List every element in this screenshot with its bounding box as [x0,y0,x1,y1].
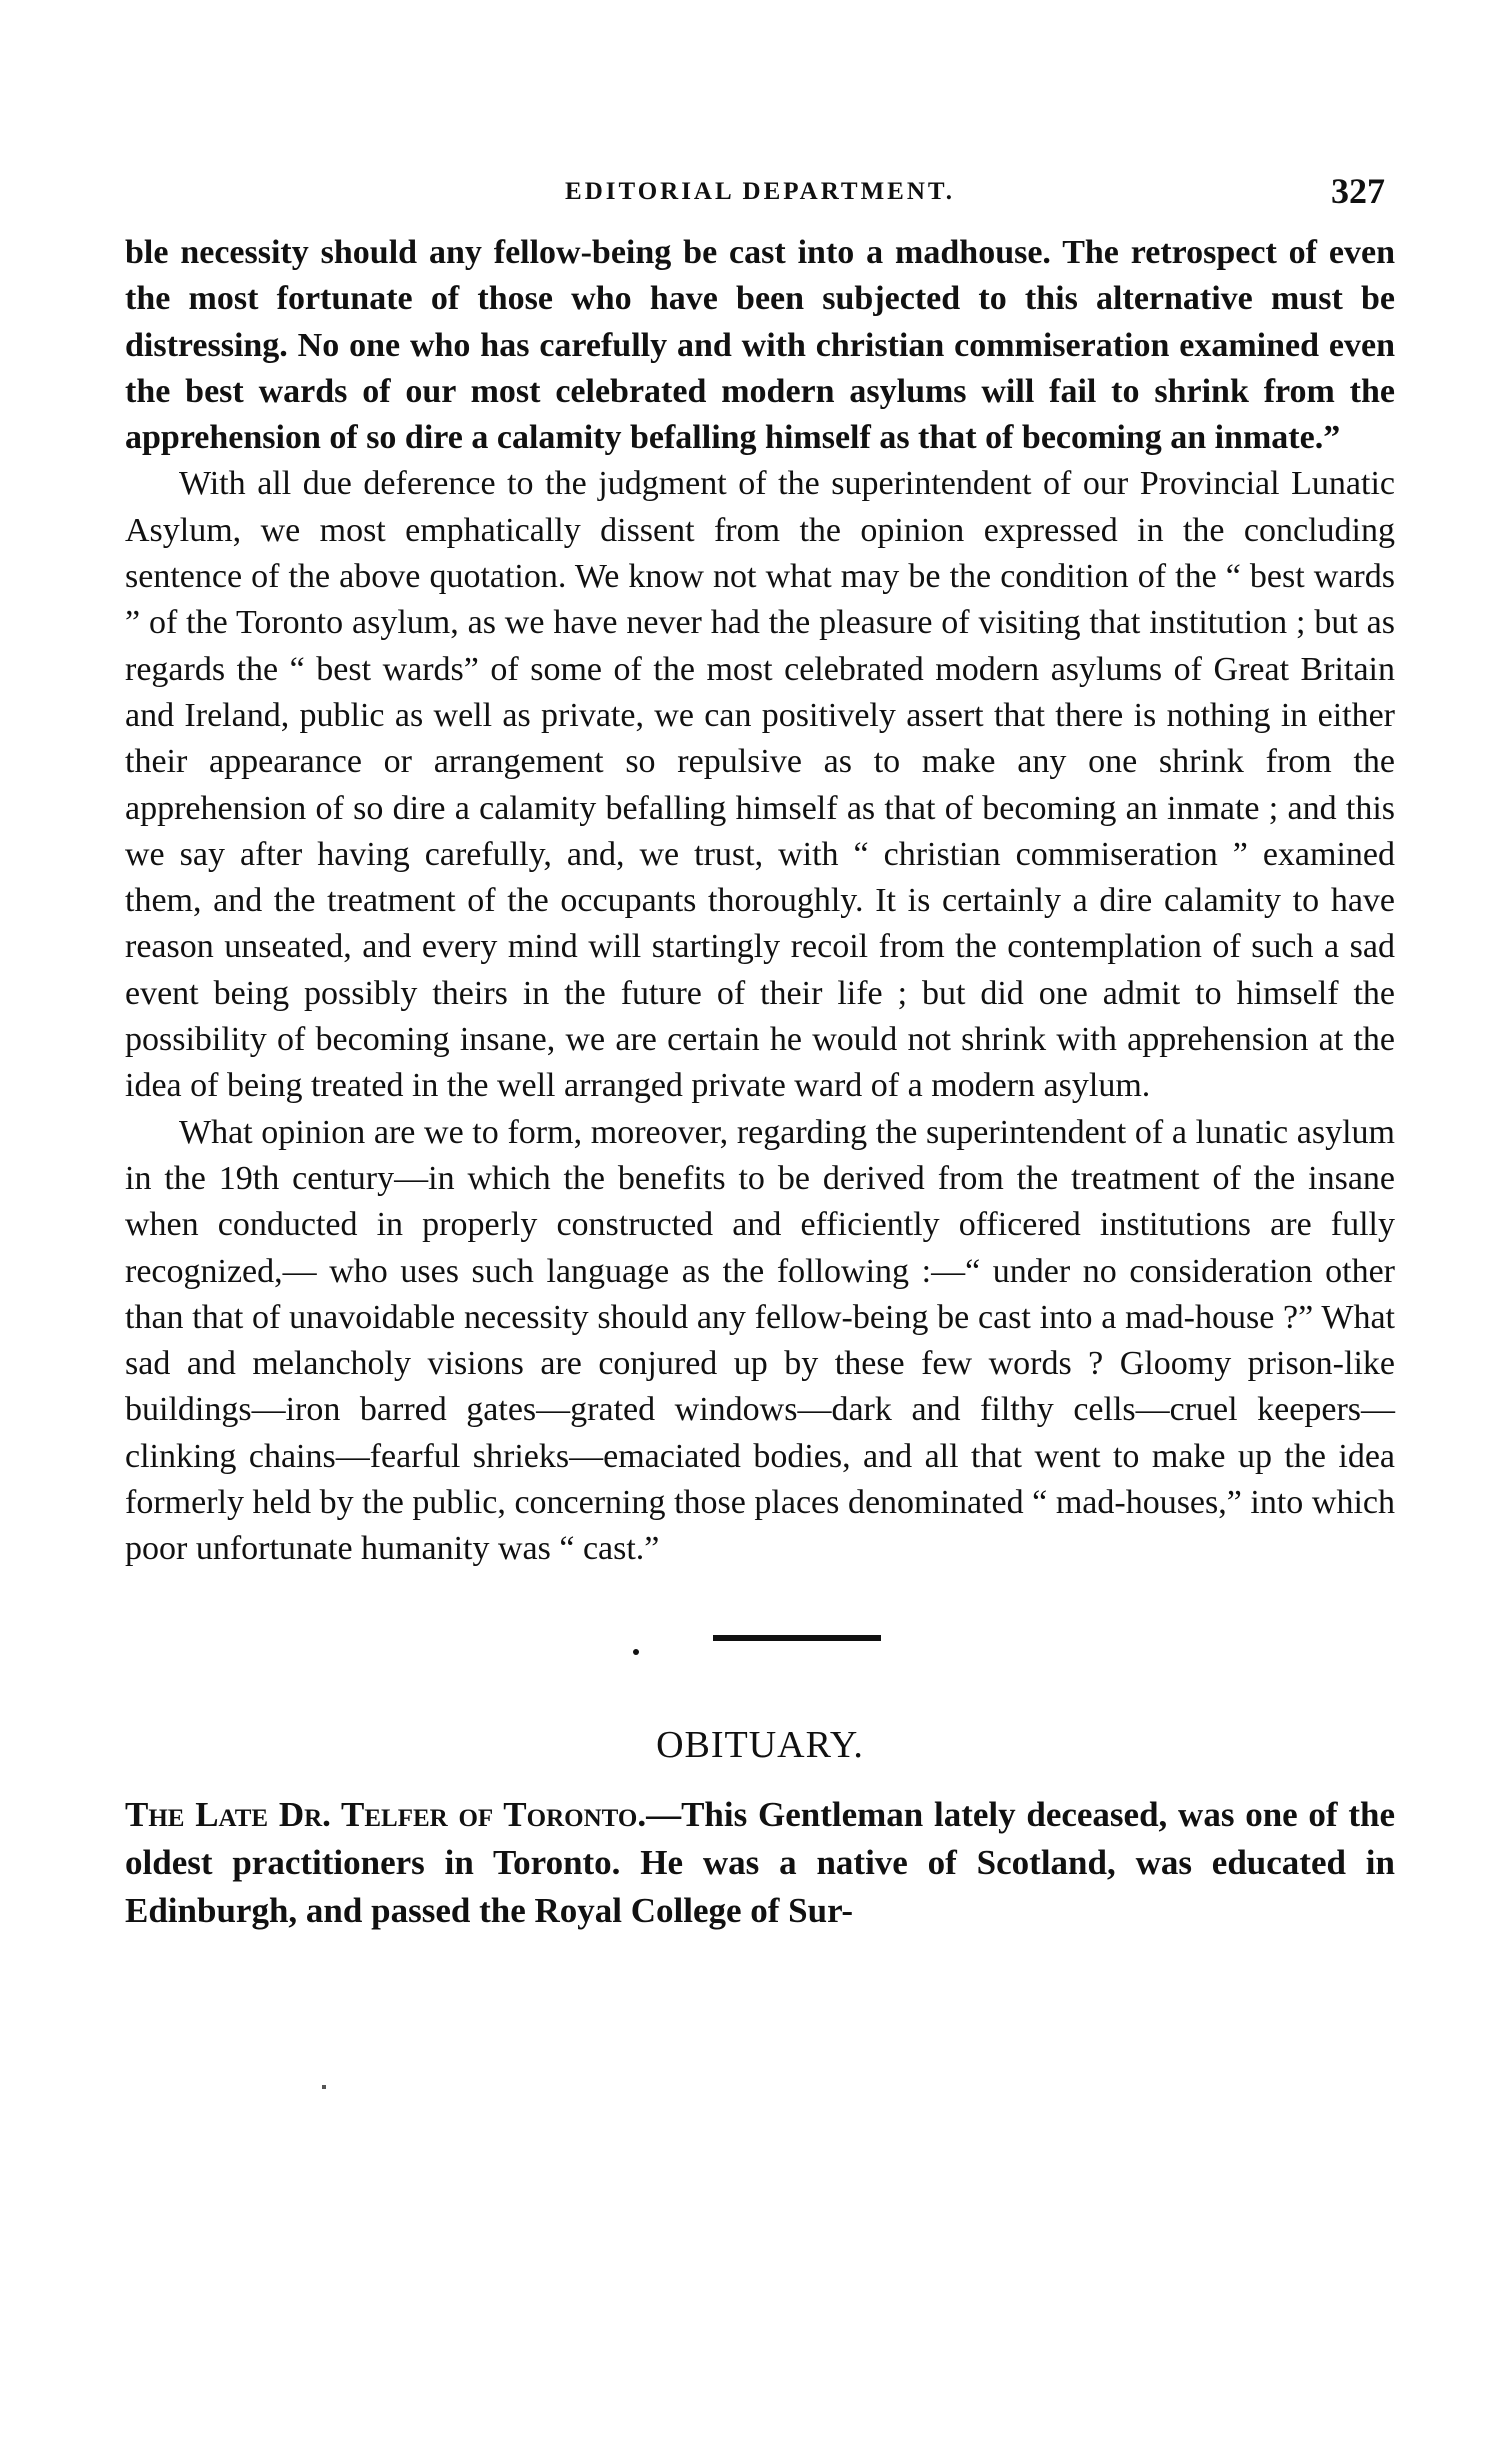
running-title: EDITORIAL DEPARTMENT. [565,178,955,205]
page-number: 327 [1331,171,1385,211]
running-head [125,170,1395,230]
obituary-entry-title: The Late Dr. Telfer of Toronto. [125,1794,647,1834]
paragraph-dissent: With all due deference to the judgment of the superintendent of our Provincial Lunatic Asylum, we most emphatically dissent from the opinion expressed in the concluding sentence of the above quotation. We know not what may be the condition of the “ best wards ” of the Toronto asylum, as we have never had the pleasure of visiting that institution ; but as regards the “ best wards” of some of the most celebrated modern asylums of Great Britain and Ireland, public as well as private, we can positively assert that there is nothing in either their appearance or arrangement so repulsive as to make any one shrink from the apprehension of so dire a calamity befalling himself as that of becoming an inmate ; and this we say after having carefully, and, we trust, with “ christian commiseration ” examined them, and the treatment of the occupants thoroughly. It is certainly a dire calamity to have reason unseated, and every mind will startingly recoil from the contemplation of such a sad event being possibly theirs in the future of their life ; but did one admit to himself the possibility of becoming insane, we are certain he would not shrink with apprehension at the idea of being treated in the well arranged private ward of a modern asylum. [125,465,1395,1105]
divider-dot [633,1649,639,1655]
section-divider [125,1635,1395,1705]
article-body [125,230,1395,1573]
obituary-heading: OBITUARY. [656,1723,864,1766]
journal-page [125,170,1395,1935]
obituary-entry [125,1791,1395,1935]
paragraph-continued-quotation: ble necessity should any fellow-being be cast into a madhouse. The retrospect of even the most fortunate of those who have been subjected to this alternative must be distressing. No one who has carefully and with christian commiseration examined even the best wards of our most celebrated modern asylums will fail to shrink from the apprehension of so dire a calamity befalling himself as that of becoming an inmate.” [125,234,1395,457]
obituary-section [125,1791,1395,1935]
obituary-entry-text: —This Gentleman lately deceased, was one of the oldest practitioners in Toronto. He was a native of Scotland, was educated in Edinburgh, and passed the Royal College of Sur- [125,1794,1395,1930]
print-speck [322,2085,326,2089]
divider-rule [713,1635,881,1641]
paragraph-opinion: What opinion are we to form, moreover, regarding the superintendent of a lunatic asylum in the 19th century—in which the benefits to be derived from the treatment of the insane when conducted in properly constructed and efficiently officered institutions are fully recognized,— who uses such language as the following :—“ under no consideration other than that of unavoidable necessity should any fellow-being be cast into a mad-house ?” What sad and melancholy visions are conjured up by these few words ? Gloomy prison-like buildings—iron barred gates—grated windows—dark and filthy cells—cruel keepers—clinking chains—fearful shrieks—emaciated bodies, and all that went to make up the idea formerly held by the public, concerning those places denominated “ mad-houses,” into which poor unfortunate humanity was “ cast.” [125,1113,1395,1568]
